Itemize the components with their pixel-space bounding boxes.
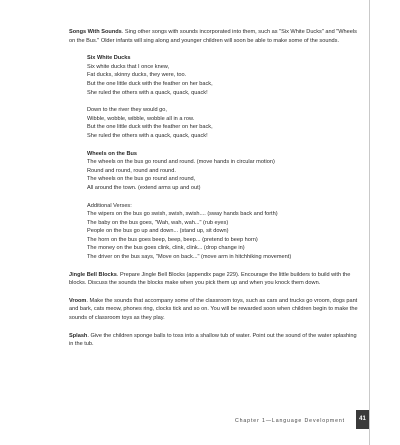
song-line: But the one little duck with the feather on her back,	[87, 124, 213, 131]
vroom-paragraph	[69, 297, 359, 323]
song-line: But the one little duck with the feather on her back,	[87, 80, 213, 87]
song-line: The driver on the bus says, "Move on back..." (move arm in hitchhiking movement)	[87, 254, 292, 261]
jingle-bell-blocks-text: . Prepare Jingle Bell Blocks (appendix page 229). Encourage the little builders to build with the blocks. Discuss the sounds the blocks make when you pick them up and when you knock them down.	[69, 271, 351, 287]
song-line: The wheels on the bus go round and round,	[87, 176, 196, 183]
page-number: 41	[356, 410, 369, 429]
song-line: The baby on the bus goes, "Wah, wah, wah..." (rub eyes)	[87, 219, 229, 226]
splash-text: . Give the children sponge balls to toss into a shallow tub of water. Point out the sound of the water splashing in the tub.	[69, 332, 357, 348]
song-line: She ruled the others with a quack, quack, quack!	[87, 89, 208, 96]
song-line: The wipers on the bus go swish, swish, swish.... (sway hands back and forth)	[87, 211, 278, 218]
additional-verses-heading: Additional Verses:	[87, 202, 132, 209]
wheels-on-the-bus-title: Wheels on the Bus	[87, 150, 138, 157]
running-footer: Chapter 1—Language Development	[234, 418, 345, 424]
wheels-on-the-bus-song	[87, 150, 359, 262]
jingle-bell-blocks-paragraph	[69, 271, 359, 288]
songs-with-sounds-paragraph	[69, 28, 359, 45]
page-content	[69, 28, 359, 358]
songs-with-sounds-text: . Sing other songs with sounds incorporated into them, such as "Six White Ducks" and "Wheels on the Bus." Older infants will sing along and younger children will soon be able to make some of the sounds.	[69, 29, 357, 44]
song-line: People on the bus go up and down... (stand up, sit down)	[87, 228, 229, 235]
six-white-ducks-stanza-1	[87, 63, 359, 97]
song-line: Six white ducks that I once knew,	[87, 63, 170, 70]
song-line: Round and round, round and round.	[87, 167, 176, 174]
song-line: All around the town. (extend arms up and out)	[87, 184, 201, 191]
song-line: Fat ducks, skinny ducks, they were, too.	[87, 72, 187, 79]
song-line: The horn on the bus goes beep, beep, beep... (pretend to beep horn)	[87, 236, 258, 243]
jingle-bell-blocks-heading: Jingle Bell Blocks	[69, 271, 117, 278]
six-white-ducks-song	[87, 54, 359, 140]
song-line: The wheels on the bus go round and round. (move hands in circular motion)	[87, 159, 275, 166]
margin-rule	[369, 0, 370, 445]
splash-heading: Splash	[69, 332, 88, 339]
additional-verses	[87, 202, 359, 262]
song-line: The money on the bus goes clink, clink, clink... (drop change in)	[87, 245, 245, 252]
song-line: She ruled the others with a quack, quack, quack!	[87, 132, 208, 139]
songs-with-sounds-heading: Songs With Sounds	[69, 29, 122, 35]
wheels-on-the-bus-stanza-1	[87, 158, 359, 192]
song-line: Down to the river they would go,	[87, 107, 167, 114]
six-white-ducks-stanza-2	[87, 106, 359, 140]
vroom-heading: Vroom	[69, 297, 87, 304]
song-line: Wibble, wobble, wibble, wobble all in a row.	[87, 115, 195, 122]
splash-paragraph	[69, 332, 359, 349]
six-white-ducks-title: Six White Ducks	[87, 55, 131, 62]
vroom-text: . Make the sounds that accompany some of the classroom toys, such as cars and trucks go vroom, dogs pant and bark, cats meow, phones ring, clocks tick and so on. You will be rewarded soon when children begin to make the sounds of classroom toys as they play.	[69, 297, 358, 322]
